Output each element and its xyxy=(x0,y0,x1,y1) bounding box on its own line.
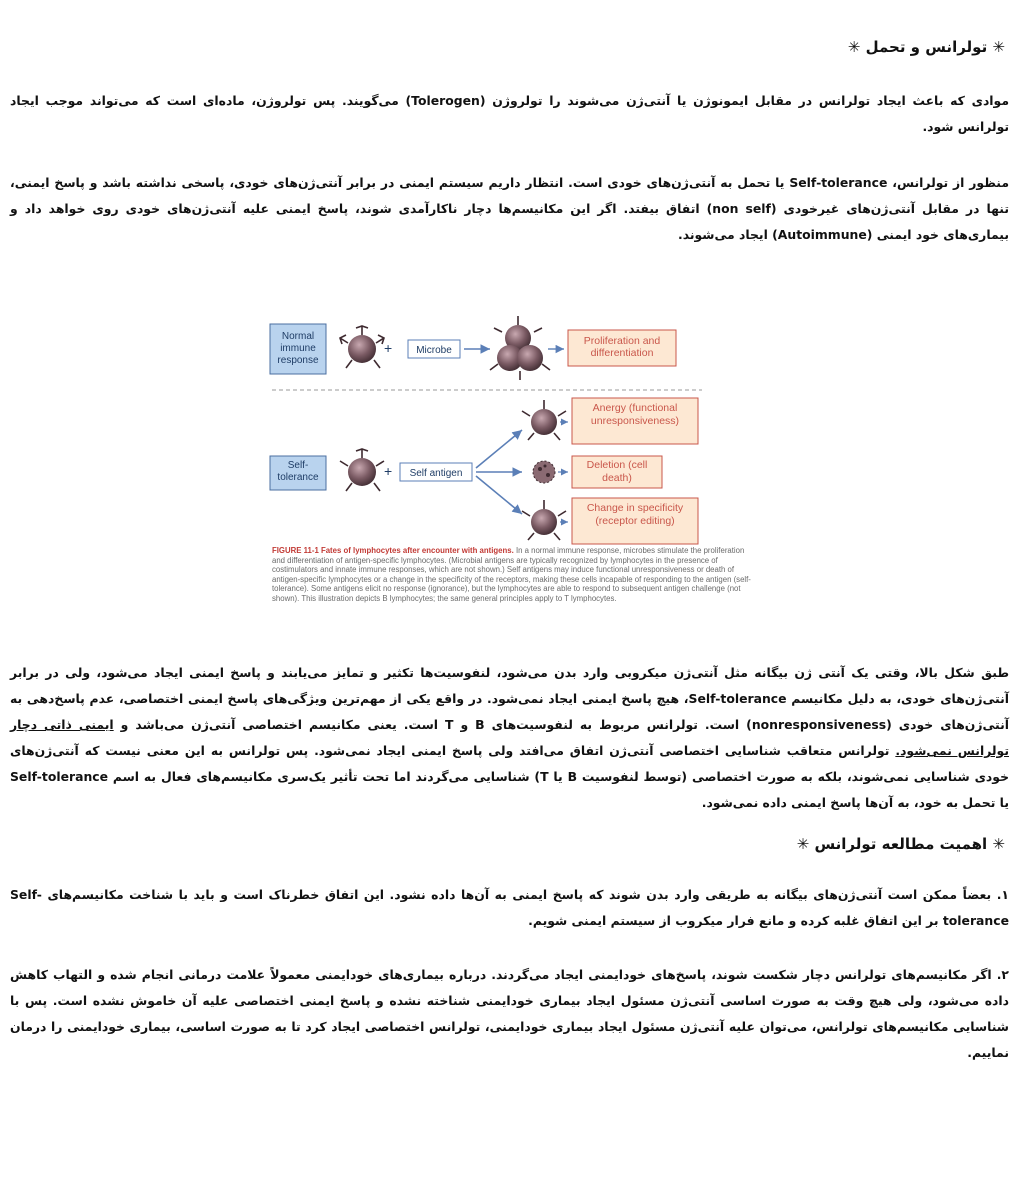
lymphocyte-fates-figure xyxy=(262,300,762,634)
change-specificity-label: Change in specificity (receptor editing) xyxy=(586,502,684,527)
proliferation-label: Proliferation and differentiation xyxy=(583,335,661,359)
paragraph-figure-explanation-part1: طبق شکل بالا، وقتی یک آنتی ژن بیگانه مثل آنتی‌ژن میکروبی وارد بدن می‌شود، لنفوسیت‌ها تکثیر و تمایز می‌یابند و پاسخ ایمنی ایجاد می‌شود، ولی در برابر آنتی‌ژن‌های خودی، به دلیل مکانیسم Self-tolerance، هیچ پاسخ ایمنی ایجاد نمی‌شود. در واقع یکی از مهم‌ترین ویژگی‌های پاسخ ایمنی اختصاصی، عدم پاسخ‌دهی به آنتی‌ژن‌های خودی (nonresponsiveness) است. تولرانس مربوط به لنفوسیت‌های B و T است. یعنی مکانیسم اختصاصی آنتی‌ژن می‌باشد و xyxy=(10,665,1010,732)
plus-sign: + xyxy=(384,340,393,356)
section-heading-tolerance: ✳ تولرانس و تحمل ✳ xyxy=(847,38,1005,56)
paragraph-tolerogen: موادی که باعث ایجاد تولرانس در مقابل ایمونوژن یا آنتی‌ژن می‌شوند را تولروژن (Tolerogen) می‌گویند. پس تولروژن، ماده‌ای است که می‌تواند موجب ایجاد تولرانس شود. xyxy=(10,93,1009,134)
figure-caption-text: In a normal immune response, microbes stimulate the proliferation and differentiation of antigen-specific lymphocytes. (Microbial antigens are typically recognized by lymphocytes in the presence of costimulators and innate immune responses, which are not shown.) Self antigens may induce functional unresponsiveness or death of antigen-specific lymphocytes or a change in the specificity of the receptors, making these cells incapable of responding to the antigen (self-tolerance). Some antigens elicit no response (ignorance), but the lymphocytes are able to respond to subsequent antigen challenge (not shown). This illustration depicts B lymphocytes; the same general principles apply to T lymphocytes. xyxy=(272,546,751,603)
paragraph-importance-2: ۲. اگر مکانیسم‌های تولرانس دچار شکست شوند، پاسخ‌های خودایمنی ایجاد می‌گردند. درباره بیماری‌های خودایمنی معمولاً علامت درمانی انجام شده و التهاب کاهش داده می‌شود، ولی هیچ وقت به صورت اساسی آنتی‌ژن مسئول ایجاد بیماری خودایمنی شناخته نشده و پاسخ ایمنی اختصاصی علیه آن خاموش نشده است. پس با شناسایی مکانیسم‌های تولرانس، می‌توان علیه آنتی‌ژن مسئول ایجاد بیماری خودایمنی، تولرانس اختصاصی ایجاد کرد تا به صورت اساسی، بیماری خودایمنی را درمان نماییم. xyxy=(10,967,1009,1060)
arrow-to-anergy xyxy=(476,430,522,468)
figure-caption xyxy=(272,546,756,604)
paragraph-self-tolerance: منظور از تولرانس، Self-tolerance یا تحمل به آنتی‌ژن‌های خودی است. انتظار داریم سیستم ایمنی در برابر آنتی‌ژن‌های خودی، پاسخی نداشته باشد و پاسخ ایمنی، تنها در مقابل آنتی‌ژن‌های غیرخودی (non self) اتفاق بیفتد. اگر این مکانیسم‌ها دچار ناکارآمدی شوند، پاسخ ایمنی علیه آنتی‌ژن‌های خودی روی خواهد داد و بیماری‌های خود ایمنی (Autoimmune) ایجاد می‌شوند. xyxy=(10,175,1010,242)
normal-response-label: Normal immune response xyxy=(277,331,319,366)
self-tolerance-label: Self-tolerance xyxy=(277,460,319,483)
underlined-phrase: ایمنی ذاتی دچار تولرانس نمی‌شود. xyxy=(10,717,1009,758)
section-heading-importance: ✳ اهمیت مطالعه تولرانس ✳ xyxy=(796,835,1005,853)
arrow-to-change xyxy=(476,476,522,514)
b-lymphocyte-icon xyxy=(340,326,384,368)
deletion-label: Deletion (cell death) xyxy=(586,459,648,484)
figure-caption-title: FIGURE 11-1 Fates of lymphocytes after encounter with antigens. xyxy=(272,546,514,555)
paragraph-figure-explanation-part2: تولرانس متعاقب شناسایی اختصاصی آنتی‌ژن اتفاق می‌افتد ولی پاسخ ایمنی ایجاد نمی‌شود. پس تولرانس به این معنی نیست که آنتی‌ژن‌های خودی شناسایی نمی‌شوند، بلکه به صورت اختصاصی (توسط لنفوسیت B یا T) شناسایی می‌گردند اما تحت تأثیر یک‌سری مکانیسم‌های فعال به اسم Self-tolerance یا تحمل به خود، به آن‌ها پاسخ ایمنی داده نمی‌شود. xyxy=(10,743,1009,810)
proliferating-cells-icon xyxy=(490,316,550,380)
paragraph-figure-explanation xyxy=(10,660,1009,816)
dead-cell-icon xyxy=(533,461,555,483)
plus-sign: + xyxy=(384,463,393,479)
anergy-label: Anergy (functional unresponsiveness) xyxy=(590,402,680,427)
self-antigen-label: Self antigen xyxy=(409,468,463,479)
edited-cell-icon xyxy=(522,500,566,540)
paragraph-importance-1: ۱. بعضاً ممکن است آنتی‌ژن‌های بیگانه به طریقی وارد بدن شوند که پاسخ ایمنی به آن‌ها داده نشود. این اتفاق خطرناک است و باید با شناخت مکانیسم‌های Self-tolerance بر این اتفاق غلبه کرده و مانع فرار میکروب از سیستم ایمنی شویم. xyxy=(10,887,1009,928)
anergic-cell-icon xyxy=(522,400,566,440)
microbe-label: Microbe xyxy=(416,345,452,356)
b-lymphocyte-icon xyxy=(340,449,384,491)
